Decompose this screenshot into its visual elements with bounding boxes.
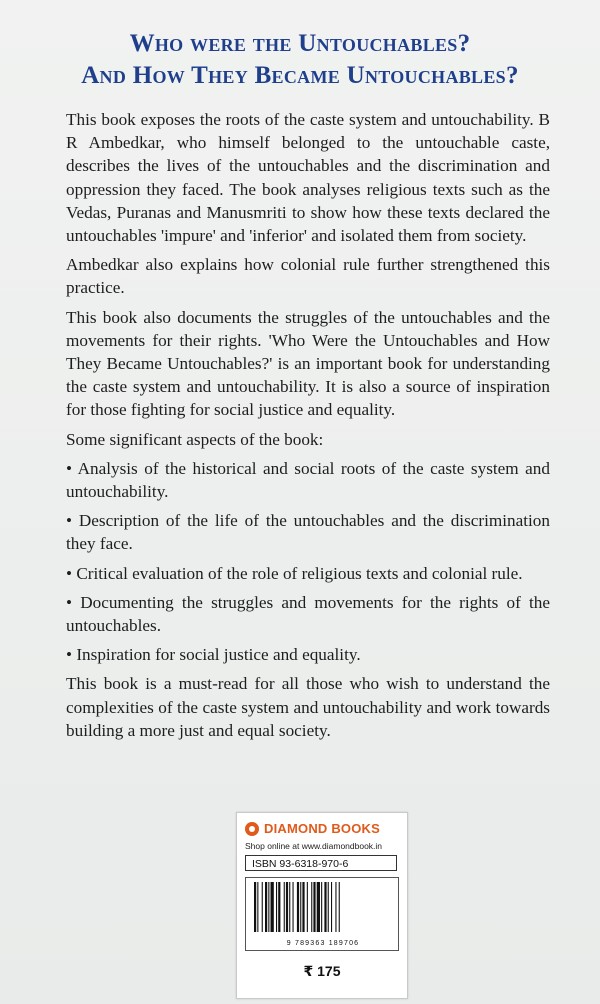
- paragraph: This book exposes the roots of the caste system and untouchability. B R Ambedkar, who himself belonged to the untouchable caste, describes the lives of the untouchables and the discrimination and oppression they faced. The book analyses religious texts such as the Vedas, Puranas and Manusmriti to show how these texts declared the untouchables 'impure' and 'inferior' and isolated them from society.: [66, 110, 550, 246]
- bullet-item: • Inspiration for social justice and equality.: [66, 645, 361, 665]
- price-sticker: [236, 812, 408, 999]
- barcode: [245, 877, 399, 951]
- shop-online-text: Shop online at www.diamondbook.in: [245, 841, 383, 851]
- paragraph: This book also documents the struggles of the untouchables and the movements for their rights. 'Who Were the Untouchables and How They Became Untouchables?' is an important book for understanding the caste system and untouchability. It is also a source of inspiration for those fighting for social justice and equality.: [66, 307, 550, 420]
- blurb: [66, 108, 550, 748]
- barcode-digits: 9 789363 189706: [286, 940, 360, 947]
- title-line-2: And How They Became Untouchables?: [81, 62, 519, 89]
- price: ₹ 175: [303, 963, 341, 979]
- barcode-bars-icon: [252, 882, 392, 934]
- bullet-item: • Description of the life of the untouchables and the discrimination they face.: [66, 511, 550, 554]
- diamond-logo-icon: [245, 822, 259, 836]
- paragraph: Ambedkar also explains how colonial rule further strengthened this practice.: [66, 255, 550, 298]
- publisher-name: DIAMOND BOOKS: [264, 821, 380, 836]
- paragraph: Some significant aspects of the book:: [66, 429, 324, 449]
- bullet-item: • Analysis of the historical and social roots of the caste system and untouchability.: [66, 458, 550, 502]
- closing-paragraph: This book is a must-read for all those who wish to understand the complexities of the caste system and untouchability and work towards building a more just and equal society.: [66, 674, 550, 740]
- bullet-item: • Critical evaluation of the role of religious texts and colonial rule.: [66, 563, 523, 583]
- title-line-1: Who were the Untouchables?: [129, 30, 471, 57]
- publisher-brand: [245, 821, 380, 836]
- bullet-item: • Documenting the struggles and movements for the rights of the untouchables.: [66, 592, 550, 636]
- isbn-box: ISBN 93-6318-970-6: [245, 855, 397, 871]
